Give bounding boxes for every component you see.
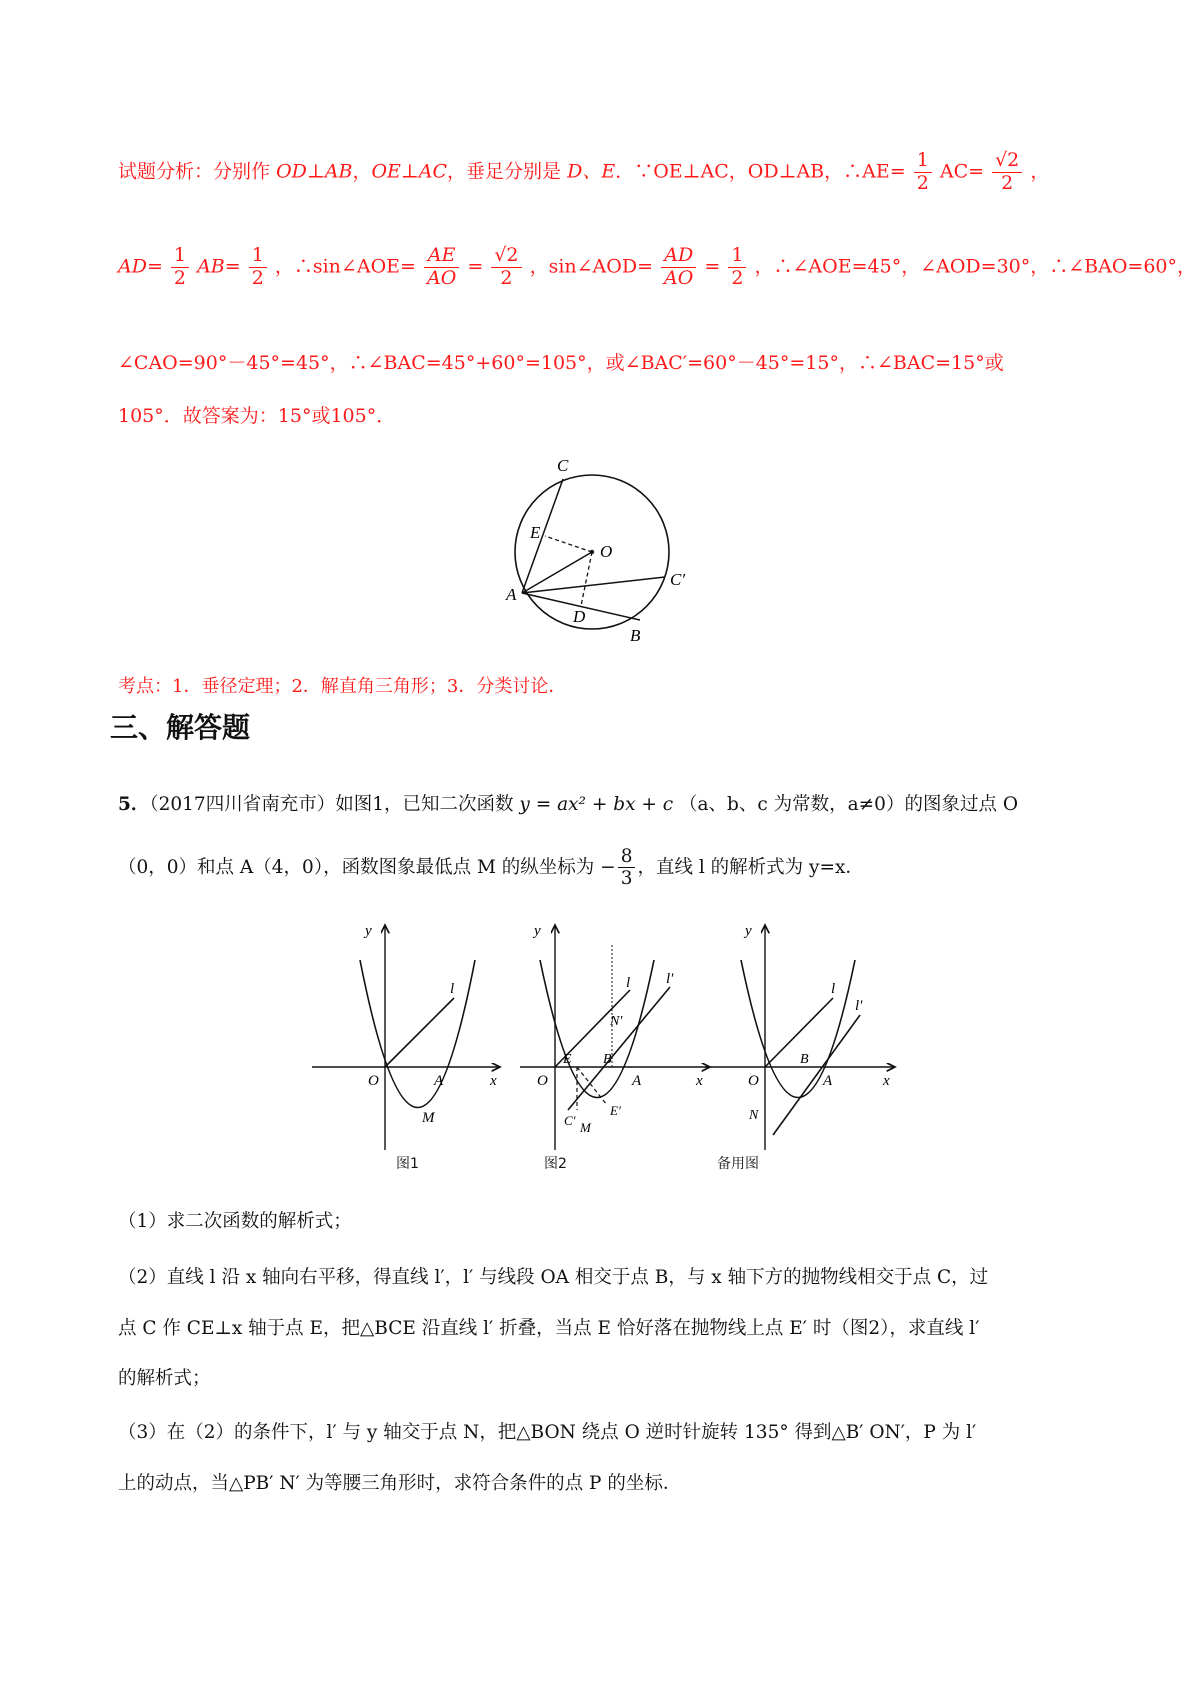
svg-text:x: x bbox=[696, 1073, 703, 1089]
svg-text:E: E bbox=[563, 1052, 572, 1067]
analysis-line-1: 试题分析：分别作 OD⊥AB，OE⊥AC，垂足分别是 D、E．∵OE⊥AC，OD⊥AB，∴AE= $\frac{1}{2}$ AC= $\frac{√2}{2}$ ， bbox=[118, 149, 1050, 194]
fraction: $\frac{1}{2}$ bbox=[171, 245, 189, 290]
question-2-line3: 的解析式； bbox=[118, 1368, 211, 1389]
svg-text:l′: l′ bbox=[855, 998, 863, 1014]
svg-text:B: B bbox=[603, 1052, 612, 1067]
graph-figure-2 bbox=[520, 923, 710, 1172]
svg-text:l′: l′ bbox=[666, 971, 674, 987]
line-l-prime bbox=[773, 1015, 860, 1135]
svg-text:y: y bbox=[365, 923, 372, 939]
svg-text:y: y bbox=[534, 923, 541, 939]
fraction: $\frac{1}{2}$ bbox=[914, 150, 932, 195]
question-3-line2: 上的动点，当△PB′ N′ 为等腰三角形时，求符合条件的点 P 的坐标． bbox=[118, 1473, 682, 1494]
fraction: $\frac{1}{2}$ bbox=[249, 245, 267, 290]
svg-text:l: l bbox=[626, 975, 631, 991]
chord-AC-prime bbox=[522, 577, 665, 593]
svg-text:A: A bbox=[434, 1073, 444, 1089]
graphs-figure bbox=[310, 905, 920, 1185]
question-3-line1: （3）在（2）的条件下，l′ 与 y 轴交于点 N，把△BON 绕点 O 逆时针旋转 135° 得到△B′ ON′，P 为 l′ bbox=[118, 1422, 977, 1443]
question-1: （1）求二次函数的解析式； bbox=[118, 1211, 352, 1232]
graph-figure-1 bbox=[312, 923, 500, 1172]
center-point bbox=[590, 550, 594, 554]
graph-figure-3 bbox=[705, 923, 895, 1172]
caption-fig2: 图2 bbox=[544, 1156, 567, 1172]
problem5-line1: 5．（2017四川省南充市）如图1，已知二次函数 y = ax² + bx + c （a、b、c 为常数，a≠0）的图象过点 O bbox=[118, 794, 1018, 815]
svg-text:O: O bbox=[368, 1073, 379, 1089]
problem5-line2: （0，0）和点 A（4，0），函数图象最低点 M 的纵坐标为 − $\frac{8}{3}$ ，直线 l 的解析式为 y=x． bbox=[118, 846, 864, 890]
fraction: $\frac{AD}{AO}$ bbox=[661, 245, 696, 290]
svg-text:O: O bbox=[537, 1073, 548, 1089]
svg-text:x: x bbox=[883, 1073, 890, 1089]
svg-text:A: A bbox=[632, 1073, 642, 1089]
label-C-prime: C′ bbox=[670, 570, 686, 589]
svg-text:x: x bbox=[490, 1073, 497, 1089]
caption-fig1: 图1 bbox=[396, 1156, 419, 1172]
svg-text:A: A bbox=[823, 1073, 833, 1089]
analysis-line-4: 105°．故答案为：15°或105°． bbox=[118, 405, 396, 427]
svg-text:O: O bbox=[748, 1073, 759, 1089]
svg-text:y: y bbox=[745, 923, 752, 939]
segment-OE bbox=[545, 536, 592, 552]
svg-text:E′: E′ bbox=[610, 1103, 621, 1118]
svg-text:N: N bbox=[749, 1108, 759, 1123]
kaodian: 考点：1．垂径定理；2．解直角三角形；3．分类讨论． bbox=[118, 676, 567, 697]
fraction: $\frac{AE}{AO}$ bbox=[424, 245, 459, 290]
svg-text:B: B bbox=[800, 1052, 809, 1067]
question-2-line1: （2）直线 l 沿 x 轴向右平移，得直线 l′，l′ 与线段 OA 相交于点 B，与 x 轴下方的抛物线相交于点 C，过 bbox=[118, 1267, 989, 1288]
line-l-prime bbox=[568, 987, 670, 1110]
svg-text:l: l bbox=[450, 981, 455, 997]
label-C: C bbox=[557, 456, 569, 475]
question-2-line2: 点 C 作 CE⊥x 轴于点 E，把△BCE 沿直线 l′ 折叠，当点 E 恰好落在抛物线上点 E′ 时（图2），求直线 l′ bbox=[118, 1318, 980, 1339]
analysis-line-2: AD= $\frac{1}{2}$ AB= $\frac{1}{2}$ ，∴sin∠AOE= $\frac{AE}{AO}$ = $\frac{√2}{2}$ ，sin∠AOD= $\frac{AD}{AO}$ = $\frac{1}{2}$ ，∴∠AOE=45°，∠AOD=30°，∴∠BAO=60°， bbox=[118, 244, 1197, 289]
chord-AC bbox=[522, 479, 563, 593]
label-D: D bbox=[573, 607, 586, 626]
line-l bbox=[765, 998, 833, 1067]
svg-text:M: M bbox=[580, 1120, 591, 1135]
label-E: E bbox=[530, 523, 541, 542]
caption-fig3: 备用图 bbox=[717, 1156, 759, 1172]
label-B: B bbox=[630, 626, 641, 645]
fraction: $\frac{1}{2}$ bbox=[728, 245, 746, 290]
fraction: $\frac{√2}{2}$ bbox=[491, 245, 521, 290]
segment-OD bbox=[581, 552, 592, 606]
fraction: $\frac{√2}{2}$ bbox=[992, 150, 1022, 195]
line-l bbox=[385, 998, 454, 1067]
circle-figure bbox=[500, 445, 700, 655]
svg-text:C′: C′ bbox=[564, 1113, 576, 1128]
svg-text:M: M bbox=[422, 1110, 435, 1126]
dashed-EE bbox=[577, 1067, 607, 1105]
section-heading: 三、解答题 bbox=[110, 711, 251, 744]
label-O: O bbox=[600, 542, 613, 561]
fraction: $\frac{8}{3}$ bbox=[618, 846, 636, 890]
label-A: A bbox=[506, 585, 517, 604]
analysis-line-3: ∠CAO=90°－45°=45°，∴∠BAC=45°+60°=105°，或∠BAC′=60°－45°=15°，∴∠BAC=15°或 bbox=[118, 352, 1004, 374]
svg-text:l: l bbox=[831, 981, 836, 997]
formula: y = ax² + bx + c bbox=[519, 794, 674, 815]
svg-text:N′: N′ bbox=[610, 1014, 623, 1029]
